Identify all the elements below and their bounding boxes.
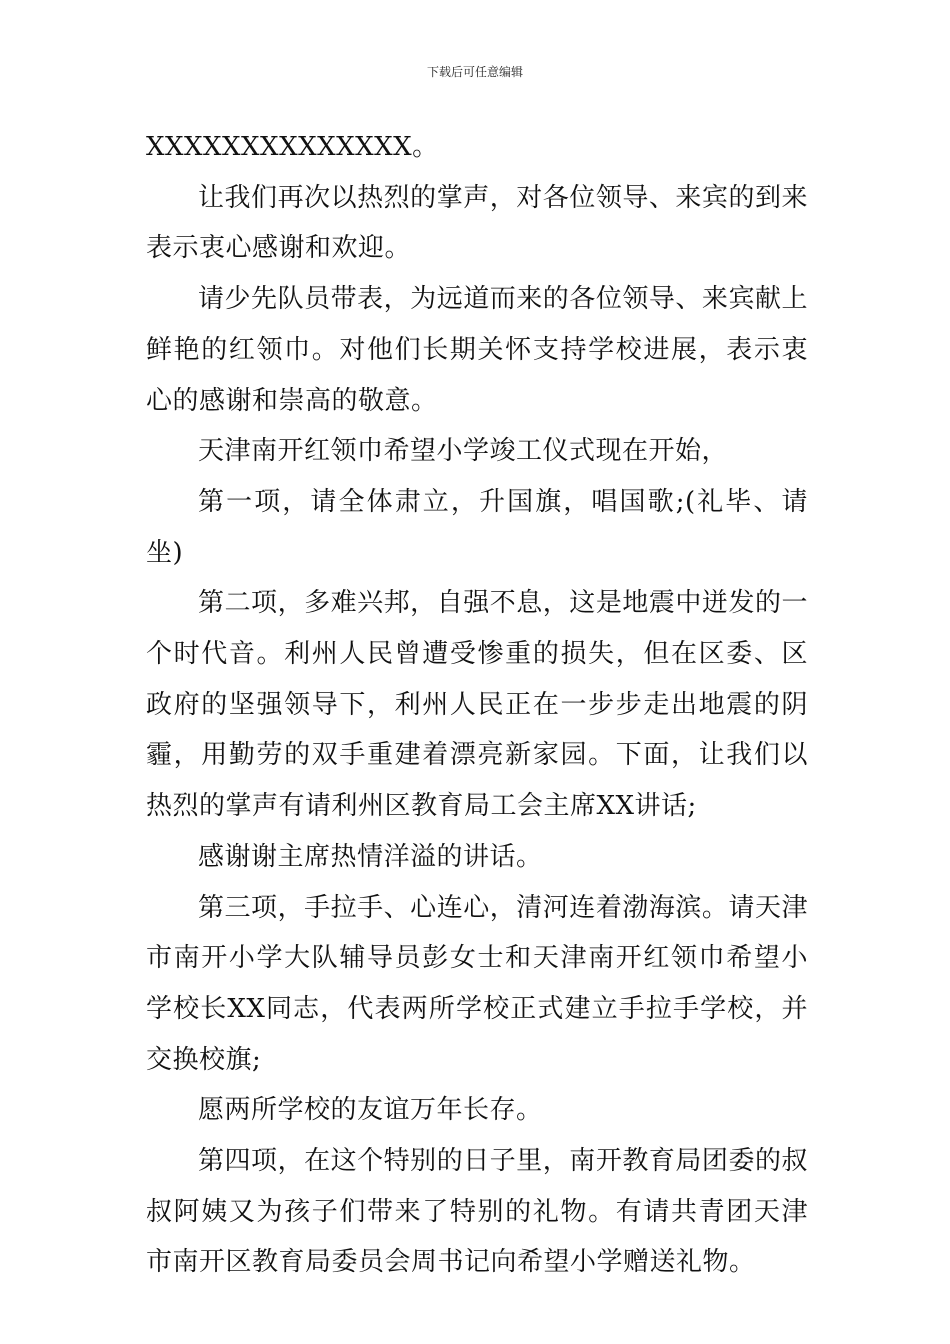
paragraph: 请少先队员带表，为远道而来的各位领导、来宾献上鲜艳的红领巾。对他们长期关怀支持学校进展，表示衷心的感谢和崇高的敬意。	[146, 284, 808, 416]
paragraph: XXXXXXXXXXXXXX。	[146, 132, 439, 162]
paragraph: 感谢谢主席热情洋溢的讲话。	[198, 841, 543, 872]
page-header: 下载后可任意编辑	[426, 65, 523, 79]
paragraph: 愿两所学校的友谊万年长存。	[198, 1095, 543, 1126]
paragraph: 天津南开红领巾希望小学竣工仪式现在开始，	[198, 436, 729, 467]
paragraph: 第二项，多难兴邦，自强不息，这是地震中迸发的一个时代音。利州人民曾遭受惨重的损失，但在区委、区政府的坚强领导下，利州人民正在一步步走出地震的阴霾，用勤劳的双手重建着漂亮新家园。下面，让我们以热烈的掌声有请利州区教育局工会主席XX讲话;	[146, 588, 808, 822]
paragraph: 让我们再次以热烈的掌声，对各位领导、来宾的到来表示衷心感谢和欢迎。	[146, 182, 808, 264]
paragraph: 第一项，请全体肃立，升国旗，唱国歌;(礼毕、请坐)	[146, 486, 808, 568]
document-body	[146, 122, 808, 1288]
paragraph: 第三项，手拉手、心连心，清河连着渤海滨。请天津市南开小学大队辅导员彭女士和天津南开红领巾希望小学校长XX同志，代表两所学校正式建立手拉手学校，并交换校旗;	[146, 892, 808, 1075]
paragraph: 第四项，在这个特别的日子里，南开教育局团委的叔叔阿姨又为孩子们带来了特别的礼物。有请共青团天津市南开区教育局委员会周书记向希望小学赠送礼物。	[146, 1146, 808, 1278]
